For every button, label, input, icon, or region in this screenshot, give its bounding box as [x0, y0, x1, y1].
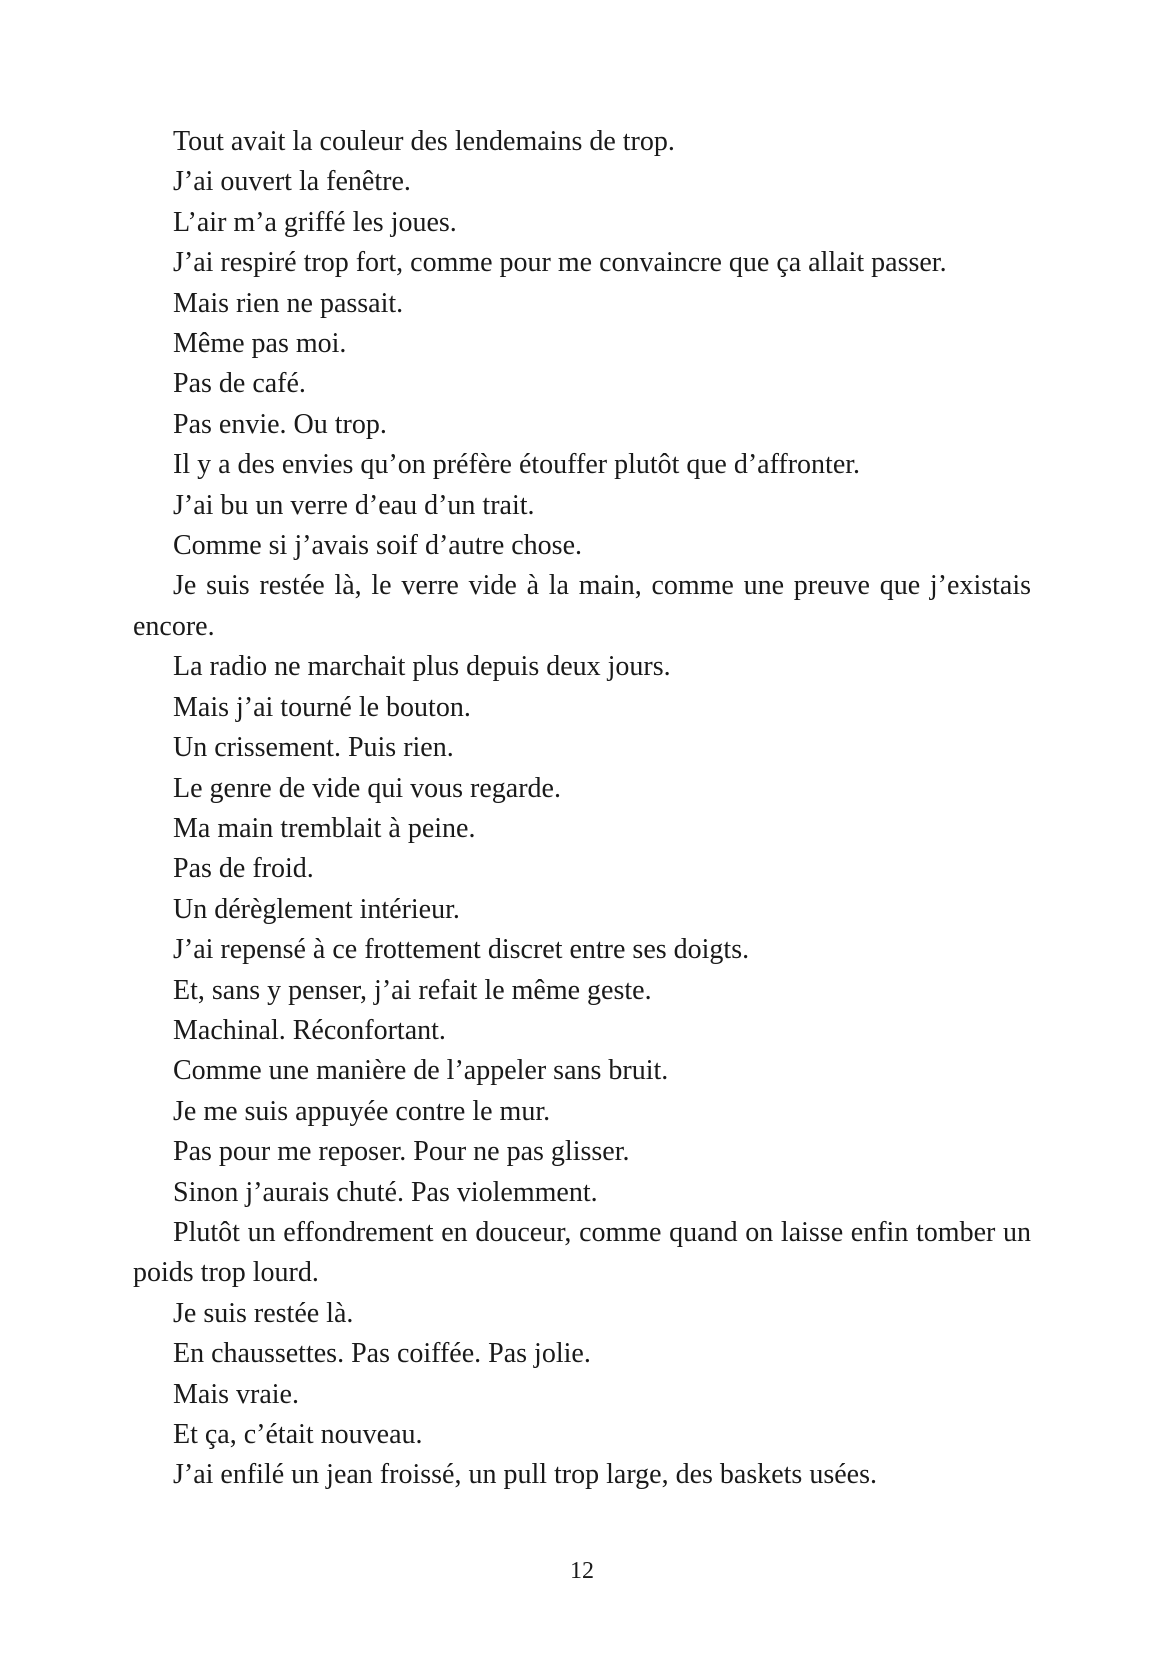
paragraph: Et ça, c’était nouveau. — [173, 1419, 423, 1450]
paragraph: Un crissement. Puis rien. — [173, 732, 454, 764]
paragraph: Pas de froid. — [173, 853, 314, 885]
paragraph: Même pas moi. — [173, 328, 347, 360]
paragraph: J’ai bu un verre d’eau d’un trait. — [173, 489, 535, 521]
paragraph: Pas de café. — [173, 368, 306, 400]
paragraph: En chaussettes. Pas coiffée. Pas jolie. — [173, 1338, 591, 1370]
paragraph: J’ai ouvert la fenêtre. — [173, 166, 411, 198]
paragraph: Mais rien ne passait. — [173, 287, 404, 319]
paragraph: Comme si j’avais soif d’autre chose. — [173, 530, 583, 562]
paragraph: Je me suis appuyée contre le mur. — [173, 1095, 551, 1127]
paragraph: Un dérèglement intérieur. — [173, 893, 460, 925]
paragraph: Je suis restée là, le verre vide à la main, comme une preuve que j’existais encore. — [133, 570, 1031, 642]
paragraph: Mais vraie. — [173, 1378, 299, 1410]
paragraph: La radio ne marchait plus depuis deux jours. — [173, 651, 671, 683]
paragraph: Pas envie. Ou trop. — [173, 408, 387, 440]
paragraph: Comme une manière de l’appeler sans bruit. — [173, 1055, 669, 1087]
paragraph: Il y a des envies qu’on préfère étouffer plutôt que d’affronter. — [173, 449, 861, 481]
paragraph: J’ai respiré trop fort, comme pour me convaincre que ça allait passer. — [173, 247, 947, 279]
page-number: 12 — [570, 1558, 594, 1584]
paragraph: Et, sans y penser, j’ai refait le même geste. — [173, 974, 652, 1006]
paragraph: Machinal. Réconfortant. — [173, 1014, 446, 1046]
paragraph: L’air m’a griffé les joues. — [173, 206, 457, 238]
paragraph: J’ai enfilé un jean froissé, un pull trop large, des baskets usées. — [173, 1459, 877, 1491]
paragraph: J’ai repensé à ce frottement discret entre ses doigts. — [173, 934, 750, 966]
paragraph: Pas pour me reposer. Pour ne pas glisser. — [173, 1136, 630, 1168]
paragraph: Mais j’ai tourné le bouton. — [173, 691, 471, 723]
body-text — [133, 122, 1031, 1496]
paragraph: Je suis restée là. — [173, 1297, 354, 1329]
paragraph: Le genre de vide qui vous regarde. — [173, 772, 561, 804]
paragraph: Plutôt un effondrement en douceur, comme quand on laisse enfin tomber un poids trop lourd. — [133, 1216, 1031, 1289]
paragraph: Sinon j’aurais chuté. Pas violemment. — [173, 1176, 598, 1208]
paragraph: Ma main tremblait à peine. — [173, 812, 476, 844]
paragraph: Tout avait la couleur des lendemains de trop. — [173, 126, 675, 157]
